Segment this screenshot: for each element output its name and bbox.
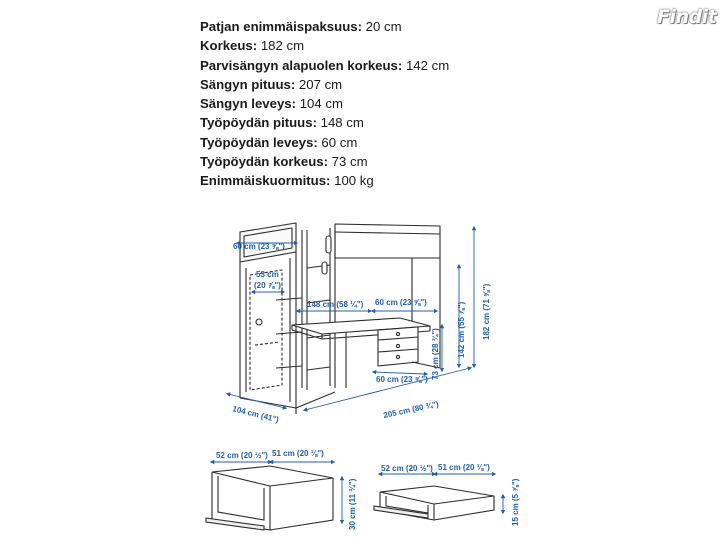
spec-value: 148 cm [320, 115, 364, 131]
bed-width-label: 104 cm (41") [231, 404, 280, 425]
spec-value: 207 cm [298, 76, 343, 92]
spec-label: Sängyn leveys: [200, 96, 297, 112]
spec-value: 20 cm [365, 19, 402, 34]
drawer-tall-height-label: 30 cm (11 ¾") [348, 478, 357, 530]
spec-value: 73 cm [331, 154, 368, 170]
spec-label: Työpöydän leveys: [200, 134, 318, 150]
total-height-label: 182 cm (71 ⅝") [482, 283, 491, 340]
drawer-tall-drawing [206, 466, 333, 530]
spec-label: Sängyn pituus: [200, 76, 296, 92]
findit-logo[interactable]: Findit [657, 6, 717, 28]
inner-depth-label-a: 53 cm [256, 270, 279, 279]
drawer-tall-depth-label: 51 cm (20 ⅛") [272, 449, 324, 458]
spec-value: 104 cm [299, 96, 343, 112]
spec-label: Työpöydän pituus: [200, 115, 317, 131]
drawer-low-drawing [374, 486, 494, 520]
top-depth-label: 60 cm (23 ⅝") [233, 242, 285, 251]
loft-bed-drawing [240, 223, 440, 414]
bed-length-label: 205 cm (80 ¾") [382, 399, 440, 420]
spec-label: Työpöydän korkeus: [200, 154, 328, 170]
spec-value: 182 cm [260, 38, 305, 54]
inner-depth-label-b: (20 ⅞") [254, 281, 281, 290]
spec-label: Korkeus: [200, 38, 258, 54]
drawer-tall-width-label: 52 cm (20 ½") [216, 451, 268, 460]
drawer-low-depth-label: 51 cm (20 ⅛") [438, 463, 490, 472]
desk-height-label: 73 cm (28 ¾") [431, 328, 440, 380]
spec-label: Patjan enimmäispaksuus: [200, 19, 362, 34]
desk-width-label: 60 cm (23 ⅝") [375, 298, 427, 307]
drawer-low-width-label: 52 cm (20 ½") [381, 464, 433, 473]
spec-value: 100 kg [334, 173, 374, 189]
desk-length-label: 148 cm (58 ¼") [307, 300, 364, 309]
under-height-label: 142 cm (55 ⅞") [457, 301, 466, 358]
drawer-low-height-label: 15 cm (5 ⅞") [511, 478, 520, 526]
spec-label: Parvisängyn alapuolen korkeus: [200, 57, 403, 73]
spec-value: 60 cm [321, 134, 358, 150]
spec-value: 142 cm [405, 57, 450, 73]
unit-depth-label: 60 cm (23 ⅝") [376, 375, 428, 384]
spec-label: Enimmäiskuormitus: [200, 173, 331, 189]
